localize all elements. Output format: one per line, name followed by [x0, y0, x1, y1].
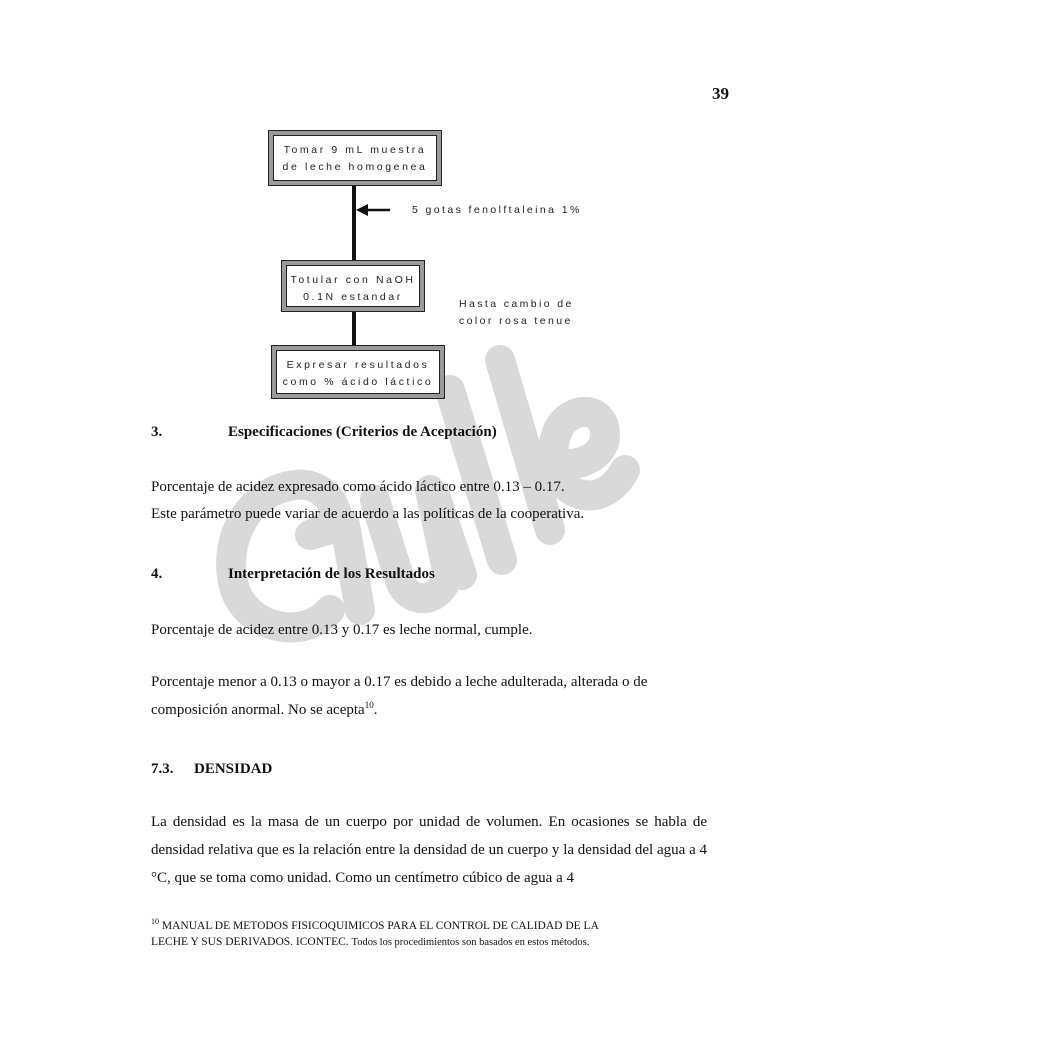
section-4-para1: Porcentaje de acidez entre 0.13 y 0.17 es leche normal, cumple.	[151, 622, 533, 638]
footnote-line1-text: MANUAL DE METODOS FISICOQUIMICOS PARA EL CONTROL DE CALIDAD DE LA	[159, 920, 599, 932]
flowchart-box-titrate	[286, 265, 420, 307]
footnote-number: 10	[151, 917, 159, 927]
note-color-line1: Hasta cambio de	[459, 298, 574, 310]
flowchart-connector-1	[352, 186, 356, 260]
box-express-line2: como % ácido láctico	[282, 376, 434, 388]
footnote-line2	[151, 934, 599, 951]
box-titrate-line2: 0.1N estandar	[303, 291, 403, 303]
section-7-3-paragraph: La densidad es la masa de un cuerpo por unidad de volumen. En ocasiones se habla de densidad relativa que es la relación entre la densidad de un cuerpo y la densidad del agua a 4 °C, que se toma como unidad. Como un centímetro cúbico de agua a 4	[151, 814, 707, 886]
section-4-para2-line2	[151, 696, 377, 724]
section-3-line1: Porcentaje de acidez expresado como ácido láctico entre 0.13 – 0.17.	[151, 479, 565, 495]
section-3-title: Especificaciones (Criterios de Aceptación)	[228, 424, 497, 440]
section-7-3-number: 7.3.	[151, 761, 174, 777]
page-number: 39	[712, 84, 729, 103]
footnote-line2-source: LECHE Y SUS DERIVADOS. ICONTEC.	[151, 936, 352, 948]
section-4-heading	[151, 566, 435, 583]
section-7-3-heading	[151, 761, 272, 778]
footnote-reference: 10	[364, 700, 374, 710]
footnote	[151, 918, 599, 951]
box-express-line1: Expresar resultados	[286, 359, 430, 371]
note-phenolphthalein-drops: 5 gotas fenolftaleina 1%	[412, 204, 582, 216]
note-color-line2: color rosa tenue	[459, 315, 573, 327]
flowchart-box-express-results	[276, 350, 440, 394]
section-3-heading	[151, 424, 497, 441]
left-arrow-icon	[356, 202, 390, 218]
section-7-3-title: DENSIDAD	[194, 761, 273, 777]
section-4-para2-line1: Porcentaje menor a 0.13 o mayor a 0.17 es debido a leche adulterada, alterada o de	[151, 674, 648, 690]
section-3-number: 3.	[151, 424, 163, 440]
flowchart-box-take-sample	[273, 135, 437, 181]
footnote-line2-note: Todos los procedimientos son basados en estos métodos.	[351, 937, 590, 948]
box-take-sample-line2: de leche homogenea	[282, 161, 428, 173]
box-titrate-line1: Totular con NaOH	[290, 274, 416, 286]
flowchart-connector-2	[352, 312, 356, 346]
box-take-sample-line1: Tomar 9 mL muestra	[283, 144, 427, 156]
footnote-line1	[151, 918, 599, 934]
section-4-title: Interpretación de los Resultados	[228, 566, 435, 582]
note-color-change	[459, 296, 574, 330]
section-4-number: 4.	[151, 566, 163, 582]
section-4-para2-text: composición anormal. No se acepta	[151, 702, 365, 718]
section-3-line2: Este parámetro puede variar de acuerdo a las políticas de la cooperativa.	[151, 506, 585, 522]
section-4-para2-end: .	[373, 702, 378, 718]
